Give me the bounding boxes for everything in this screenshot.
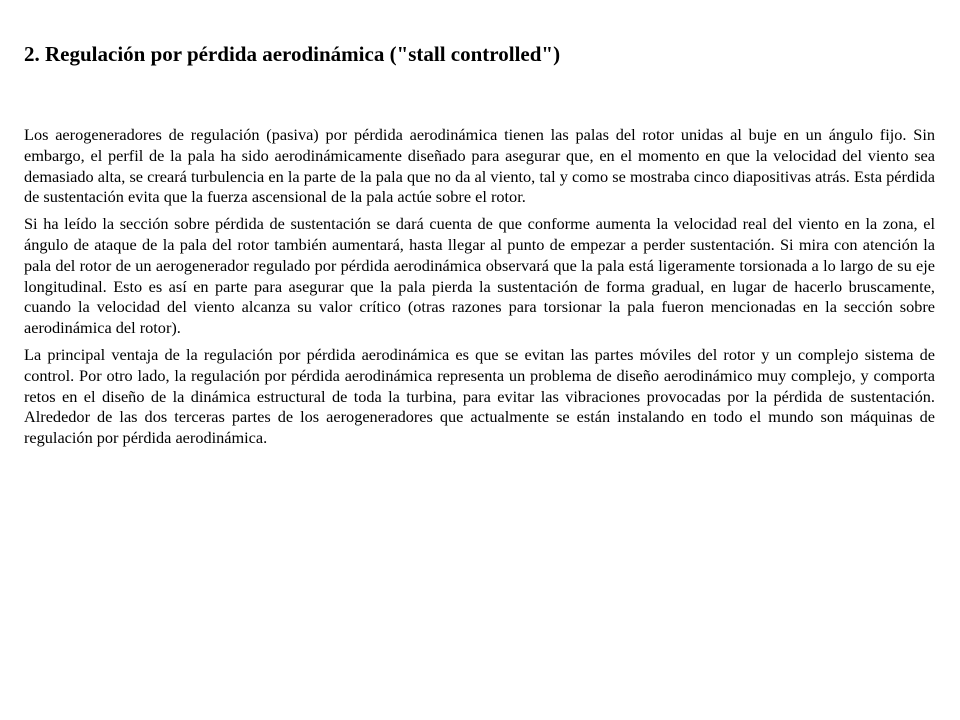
paragraph-2: Si ha leído la sección sobre pérdida de sustentación se dará cuenta de que conforme aumenta la velocidad real del viento en la zona, el ángulo de ataque de la pala del rotor también aumentará, hasta llegar al punto de empezar a perder sustentación. Si mira con atención la pala del rotor de un aerogenerador regulado por pérdida aerodinámica observará que la pala está ligeramente torsionada a lo largo de su eje longitudinal. Esto es así en parte para asegurar que la pala pierda la sustentación de forma gradual, en lugar de hacerlo bruscamente, cuando la velocidad del viento alcanza su valor crítico (otras razones para torsionar la pala fueron mencionadas en la sección sobre aerodinámica del rotor). <box>24 214 935 338</box>
slide-title: 2. Regulación por pérdida aerodinámica ("stall controlled") <box>24 42 561 66</box>
paragraph-1: Los aerogeneradores de regulación (pasiva) por pérdida aerodinámica tienen las palas del rotor unidas al buje en un ángulo fijo. Sin embargo, el perfil de la pala ha sido aerodinámicamente diseñado para asegurar que, en el momento en que la velocidad del viento sea demasiado alta, se creará turbulencia en la parte de la pala que no da al viento, tal y como se mostraba cinco diapositivas atrás. Esta pérdida de sustentación evita que la fuerza ascensional de la pala actúe sobre el rotor. <box>24 125 935 207</box>
paragraph-3: La principal ventaja de la regulación por pérdida aerodinámica es que se evitan las partes móviles del rotor y un complejo sistema de control. Por otro lado, la regulación por pérdida aerodinámica representa un problema de diseño aerodinámico muy complejo, y comporta retos en el diseño de la dinámica estructural de toda la turbina, para evitar las vibraciones provocadas por la pérdida de sustentación. Alrededor de las dos terceras partes de los aerogeneradores que actualmente se están instalando en todo el mundo son máquinas de regulación por pérdida aerodinámica. <box>24 344 935 448</box>
slide-body <box>24 125 935 455</box>
